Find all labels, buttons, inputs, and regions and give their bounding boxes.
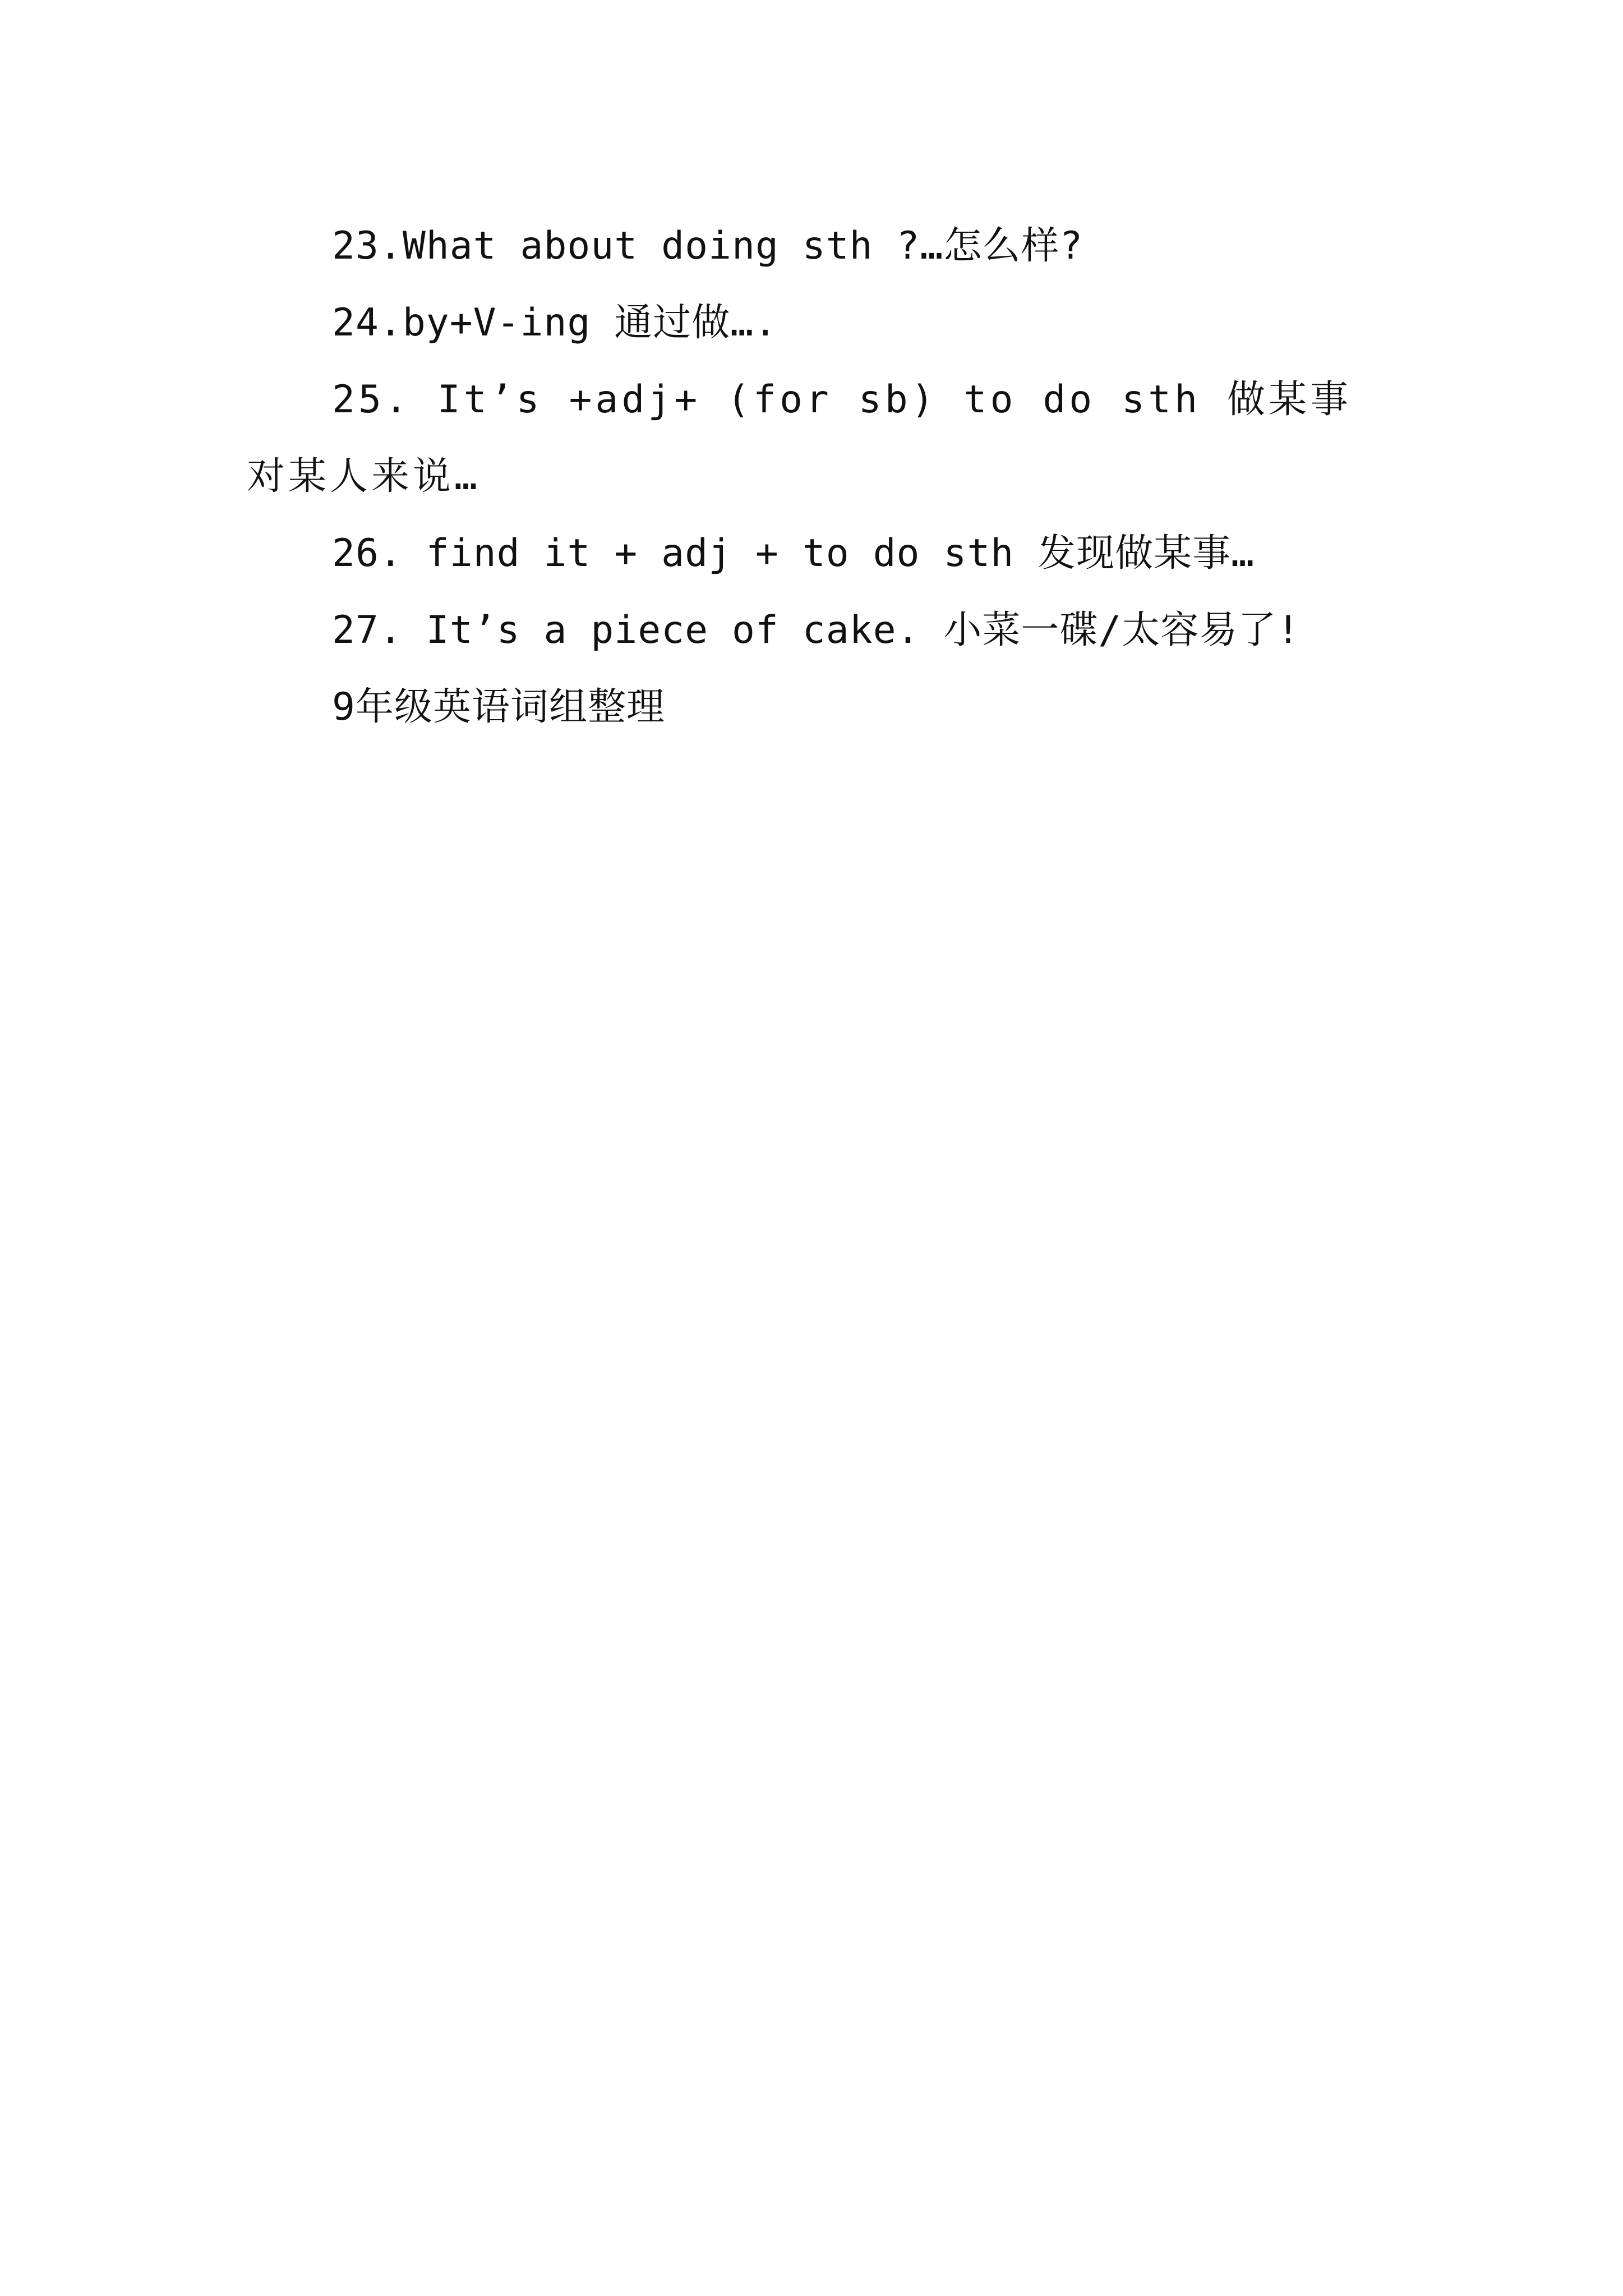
phrase-item-27: 27. It’s a piece of cake. 小菜一碟/太容易了!	[332, 608, 1301, 652]
phrase-item-25: 25. It’s +adj+ (for sb) to do sth 做某事对某人来说…	[247, 378, 1352, 499]
phrase-item-24: 24.by+V-ing 通过做….	[332, 301, 778, 345]
phrase-item-23: 23.What about doing sth ?…怎么样?	[332, 224, 1083, 268]
phrase-item-26: 26. find it + adj + to do sth 发现做某事…	[332, 531, 1255, 576]
document-body	[247, 208, 1391, 746]
document-title-line: 9年级英语词组整理	[332, 685, 665, 729]
